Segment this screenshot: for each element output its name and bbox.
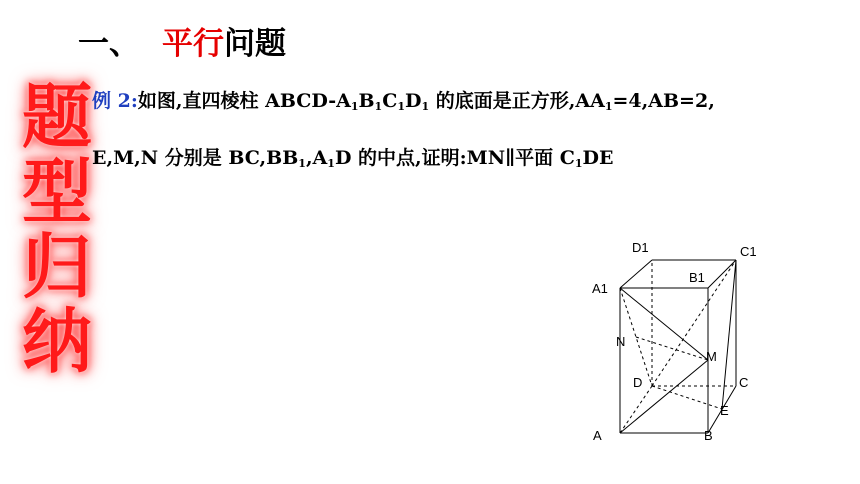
side-label-char: 纳 [22, 301, 92, 383]
segment-N-M [636, 337, 708, 360]
subscript: 1 [298, 157, 306, 170]
subscript: 1 [350, 100, 359, 113]
segment-A1-M [620, 288, 708, 360]
problem-text: B [358, 90, 375, 112]
side-label-char: 题 [22, 76, 92, 158]
side-label-char: 型 [22, 151, 92, 233]
vertex-label-A1: A1 [592, 281, 608, 296]
problem-text: ,A [305, 147, 328, 169]
section-title-rest: 问题 [224, 26, 286, 62]
edge-A1-D1 [620, 260, 652, 288]
subscript: 1 [374, 100, 383, 113]
point-label-M: M [706, 349, 717, 364]
side-label-char: 归 [22, 226, 92, 308]
vertex-label-A: A [593, 428, 602, 443]
problem-text: 如图,直四棱柱 ABCD-A [137, 90, 351, 112]
problem-text: =4,AB=2, [612, 90, 715, 112]
vertex-label-C1: C1 [740, 244, 757, 259]
problem-label: 例 2: [92, 90, 138, 112]
vertex-label-B: B [704, 428, 713, 443]
section-title-highlight: 平行 [162, 26, 224, 62]
point-label-E: E [720, 403, 729, 418]
problem-text: DE [582, 147, 614, 169]
problem-text: D 的中点,证明:MN∥平面 C [334, 147, 575, 169]
point-label-N: N [616, 334, 626, 349]
vertex-label-D1: D1 [632, 240, 649, 255]
vertex-label-C: C [739, 375, 749, 390]
section-number: 一、 [78, 26, 140, 62]
segment-A-M [620, 360, 708, 433]
vertex-label-B1: B1 [689, 270, 705, 285]
subscript: 1 [327, 157, 335, 170]
subscript: 1 [397, 100, 405, 113]
problem-text: C [382, 90, 398, 112]
edge-A-D [620, 386, 652, 433]
segment-C1-E [722, 260, 736, 409]
subscript: 1 [604, 100, 613, 113]
problem-text: D [404, 90, 422, 112]
problem-text: 的底面是正方形,AA [429, 90, 605, 112]
edge-B1-C1 [708, 260, 736, 288]
subscript: 1 [421, 100, 430, 113]
vertex-label-D: D [633, 375, 643, 390]
subscript: 1 [574, 157, 583, 170]
problem-text: E,M,N 分别是 BC,BB [92, 147, 299, 169]
